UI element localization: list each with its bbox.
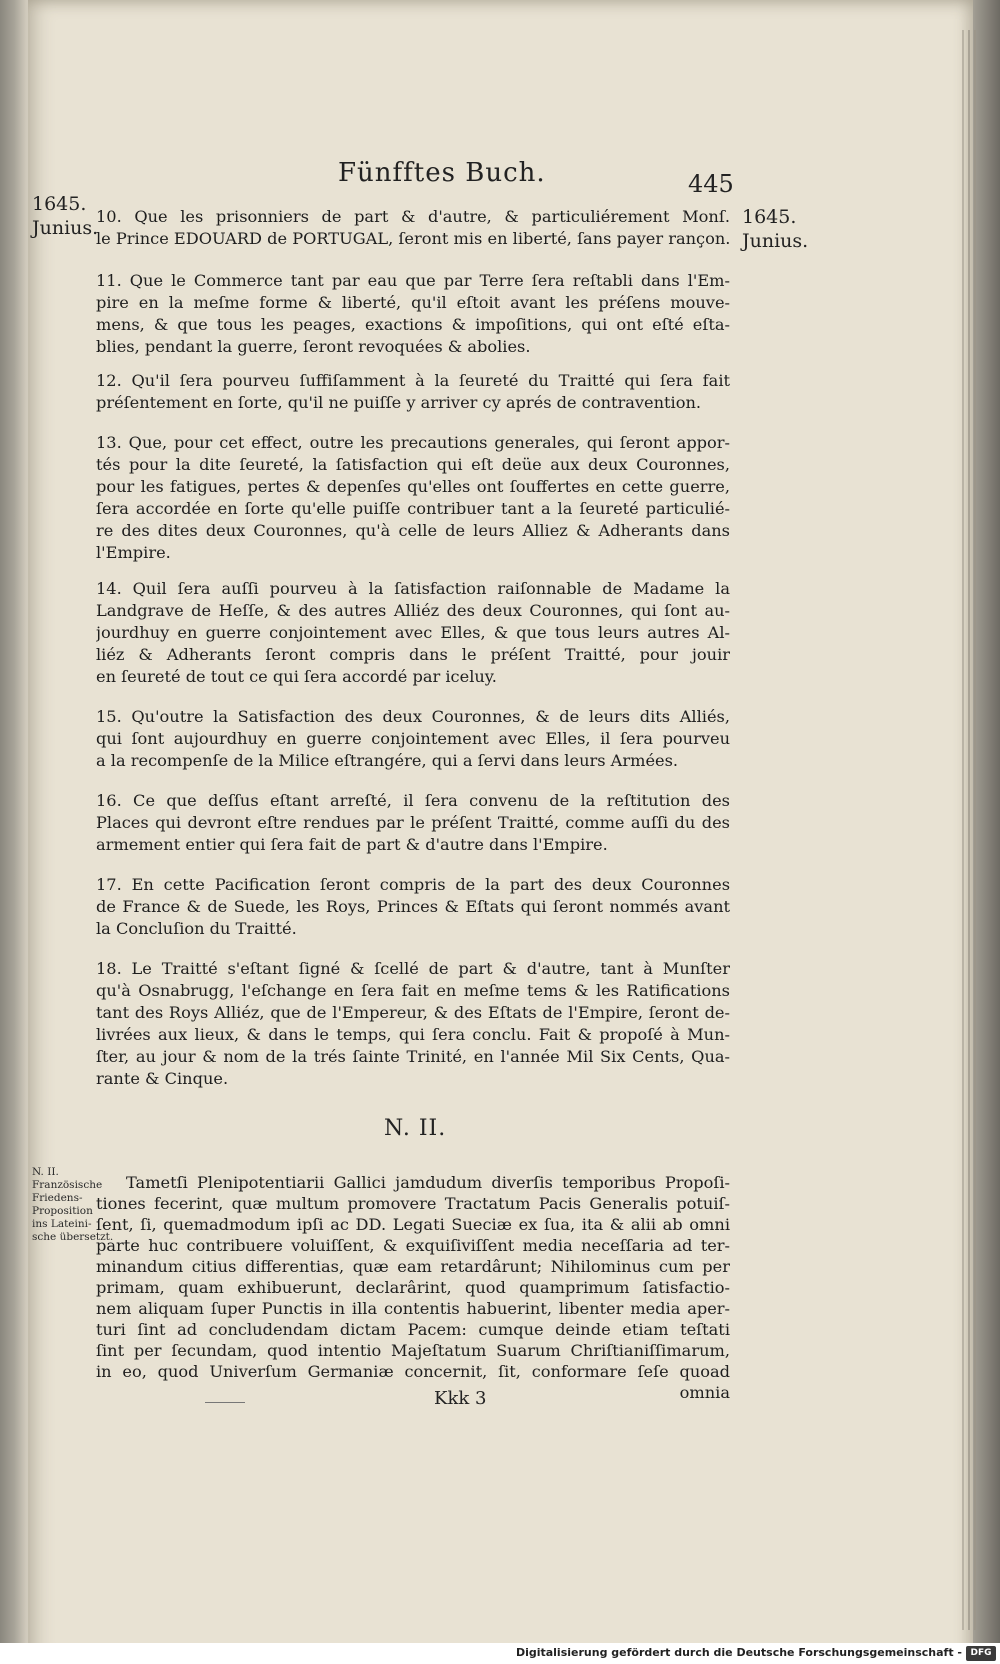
- latin-paragraph: [96, 1172, 730, 1403]
- text-line: 13. Que, pour cet effect, outre les precautions generales, qui ſeront appor-: [96, 433, 730, 452]
- margin-note: [32, 1166, 114, 1244]
- footer-rule: [205, 1402, 245, 1403]
- text-line: rante & Cinque.: [96, 1069, 229, 1088]
- catchword: omnia: [679, 1383, 730, 1402]
- text-line: qu'à Osnabrugg, l'eſchange en ſera fait en meſme tems & les Ratifications: [96, 981, 730, 1000]
- page-edge: [974, 30, 976, 1630]
- text-line: in eo, quod Univerſum Germaniæ concernit, ſit, conformare ſeſe quoad: [96, 1362, 730, 1381]
- text-line: le Prince EDOUARD de PORTUGAL, ſeront mis en liberté, ſans payer rançon.: [96, 229, 730, 248]
- text-line: ſint per ſecundam, quod intentio Majeſtatum Suarum Chriſtianiſſimarum,: [96, 1341, 730, 1360]
- page-number: 445: [688, 170, 734, 198]
- margin-date-right: [742, 205, 818, 253]
- text-line: parte huc contribuere voluiſſent, & exquiſiviſſent media neceſſaria ad ter-: [96, 1236, 730, 1255]
- text-line: nem aliquam ſuper Punctis in illa contentis habuerint, libenter media aper-: [96, 1299, 730, 1318]
- text-line: 10. Que les prisonniers de part & d'autre, & particuliérement Monſ.: [96, 207, 730, 226]
- text-line: re des dites deux Couronnes, qu'à celle de leurs Alliez & Adherants dans: [96, 521, 730, 540]
- article-10: [96, 206, 730, 250]
- text-line: 17. En cette Pacification ſeront compris de la part des deux Couronnes: [96, 875, 730, 894]
- footer-bar: [0, 1643, 1000, 1664]
- text-line: ſter, au jour & nom de la trés ſainte Trinité, en l'année Mil Six Cents, Qua-: [96, 1047, 730, 1066]
- text-line: armement entier qui ſera fait de part & d'autre dans l'Empire.: [96, 835, 608, 854]
- running-header-title: Fünfftes Buch.: [338, 158, 546, 188]
- article-11: [96, 270, 730, 358]
- text-line: liéz & Adherants ſeront compris dans le préſent Traitté, pour jouir: [96, 645, 730, 664]
- signature-mark: Kkk 3: [434, 1388, 487, 1409]
- text-line: jourdhuy en guerre conjointement avec Elles, & que tous leurs autres Al-: [96, 623, 730, 642]
- text-line: préſentement en ſorte, qu'il ne puiſſe y arriver cy aprés de contravention.: [96, 393, 702, 412]
- margin-note-line: N. II.: [32, 1166, 59, 1178]
- margin-date-left: [32, 192, 98, 240]
- text-line: en ſeureté de tout ce qui ſera accordé par iceluy.: [96, 667, 497, 686]
- text-line: Landgrave de Heſſe, & des autres Alliéz des deux Couronnes, qui ſont au-: [96, 601, 730, 620]
- article-17: [96, 874, 730, 940]
- text-line: de France & de Suede, les Roys, Princes & Eſtats qui ſeront nommés avant: [96, 897, 730, 916]
- text-line: primam, quam exhibuerunt, declarârint, quod quamprimum ſatisfactio-: [96, 1278, 730, 1297]
- text-line: Tametſi Plenipotentiarii Gallici jamdudum diverſis temporibus Propoſi-: [126, 1173, 730, 1192]
- text-line: ſent, ſi, quemadmodum ipſi ac DD. Legati Sueciæ ex ſua, ita & alii ab omni: [96, 1215, 730, 1234]
- article-13: [96, 432, 730, 564]
- text-line: minandum citius differentias, quæ eam retardârunt; Nihilominus cum per: [96, 1257, 730, 1276]
- funding-credit: Digitalisierung gefördert durch die Deutsche Forschungsgemeinschaft -: [515, 1646, 962, 1659]
- margin-year: 1645.: [32, 193, 87, 215]
- text-line: turi ſint ad concludendam dictam Pacem: cumque deinde etiam teſtati: [96, 1320, 730, 1339]
- text-line: a la recompenſe de la Milice eſtrangére, qui a ſervi dans leurs Armées.: [96, 751, 679, 770]
- text-line: 18. Le Traitté s'eſtant ſigné & ſcellé de part & d'autre, tant à Munſter: [96, 959, 730, 978]
- margin-note-line: sche übersetzt.: [32, 1231, 114, 1243]
- section-heading: N. II.: [384, 1116, 447, 1141]
- margin-note-line: ins Lateini-: [32, 1218, 92, 1230]
- text-line: blies, pendant la guerre, ſeront revoquées & abolies.: [96, 337, 531, 356]
- article-16: [96, 790, 730, 856]
- page-edge: [968, 30, 970, 1630]
- text-line: 14. Quil ſera auſſi pourveu à la ſatisfaction raiſonnable de Madame la: [96, 579, 730, 598]
- dfg-logo-icon: DFG: [966, 1646, 996, 1661]
- text-line: mens, & que tous les peages, exactions & impoſitions, qui ont eſté eſta-: [96, 315, 730, 334]
- page-edge: [962, 30, 964, 1630]
- article-15: [96, 706, 730, 772]
- text-line: 11. Que le Commerce tant par eau que par Terre ſera reſtabli dans l'Em-: [96, 271, 730, 290]
- margin-month: Junius.: [742, 230, 809, 252]
- text-line: 15. Qu'outre la Satisfaction des deux Couronnes, & de leurs dits Alliés,: [96, 707, 730, 726]
- text-line: Places qui devront eſtre rendues par le préſent Traitté, comme auſſi du des: [96, 813, 730, 832]
- text-line: tés pour la dite ſeureté, la ſatisfaction qui eſt deüe aux deux Couronnes,: [96, 455, 730, 474]
- text-line: 12. Qu'il ſera pourveu ſuffiſamment à la ſeureté du Traitté qui ſera fait: [96, 371, 730, 390]
- text-line: pour les fatigues, pertes & depenſes qu'elles ont ſouffertes en cette guerre,: [96, 477, 730, 496]
- text-line: tiones fecerint, quæ multum promovere Tractatum Pacis Generalis potuiſ-: [96, 1194, 730, 1213]
- margin-note-line: Proposition: [32, 1205, 93, 1217]
- text-line: 16. Ce que deſſus eſtant arreſté, il ſera convenu de la reſtitution des: [96, 791, 730, 810]
- margin-month: Junius.: [32, 217, 99, 239]
- text-line: tant des Roys Alliéz, que de l'Empereur, & des Eſtats de l'Empire, ſeront de-: [96, 1003, 730, 1022]
- margin-note-line: Französische: [32, 1179, 103, 1191]
- margin-note-line: Friedens-: [32, 1192, 83, 1204]
- margin-year: 1645.: [742, 206, 797, 228]
- text-line: livrées aux lieux, & dans le temps, qui ſera conclu. Fait & propoſé à Mun-: [96, 1025, 730, 1044]
- text-line: qui ſont aujourdhuy en guerre conjointement avec Elles, il ſera pourveu: [96, 729, 730, 748]
- article-12: [96, 370, 730, 414]
- text-line: la Concluſion du Traitté.: [96, 919, 297, 938]
- article-18: [96, 958, 730, 1090]
- article-14: [96, 578, 730, 688]
- text-line: ſera accordée en ſorte qu'elle puiſſe contribuer tant a la ſeureté particulié-: [96, 499, 730, 518]
- text-line: pire en la meſme forme & liberté, qu'il eſtoit avant les préſens mouve-: [96, 293, 730, 312]
- text-line: l'Empire.: [96, 543, 171, 562]
